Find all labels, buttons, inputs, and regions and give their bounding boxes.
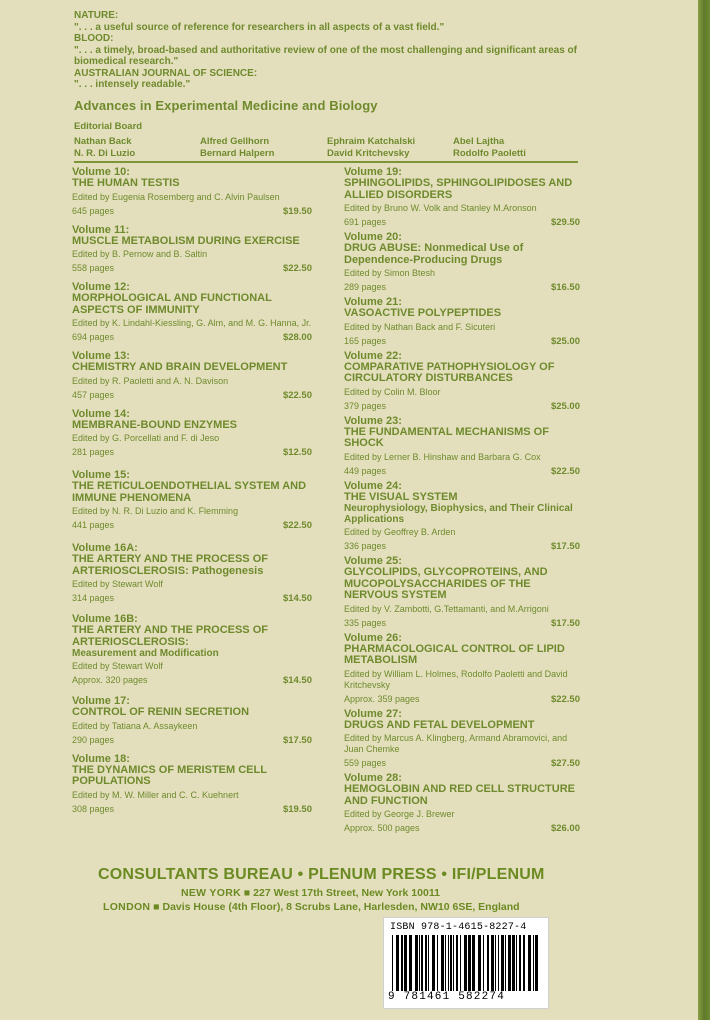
board-title: Editorial Board [74,121,143,132]
volume-price: $22.50 [282,520,312,531]
volume-price: $22.50 [550,693,580,705]
divider-rule [74,161,578,163]
volume-price: $28.00 [282,332,312,343]
volume-pages: 645 pages [72,205,115,216]
address-street: 227 West 17th Street, New York 10011 [253,887,440,899]
volume-footer [344,694,580,705]
volume-number: Volume 24: [344,479,402,492]
volume-price: $12.50 [282,447,312,458]
volume-entry [344,167,580,228]
volume-number: Volume 28: [344,772,402,784]
volume-number: Volume 16B: [72,613,138,625]
address-separator: ■ [243,887,251,899]
right-volume-list [344,167,580,838]
volume-editors: Edited by Eugenia Rosemberg and C. Alvin Paulsen [72,191,280,202]
volume-footer [72,206,312,217]
review-source: AUSTRALIAN JOURNAL OF SCIENCE: [74,67,258,79]
board-member: Rodolfo Paoletti [453,148,526,159]
volume-footer [344,466,580,477]
volume-editors: Edited by George J. Brewer [344,809,455,819]
publisher-name: CONSULTANTS BUREAU • PLENUM PRESS • IFI/PLENUM [98,866,545,883]
volume-footer [344,618,580,629]
volume-title: THE FUNDAMENTAL MECHANISMS OF SHOCK [344,425,549,449]
board-member: Alfred Gellhorn [200,136,270,147]
volume-title: DRUG ABUSE: Nonmedical Use of Dependence-Producing Drugs [344,242,524,266]
volume-subtitle: Measurement and Modification [72,648,219,659]
barcode-digits: 9 781461 582274 [388,991,506,1003]
volume-price: $22.50 [282,389,312,401]
board-member: Abel Lajtha [453,136,505,147]
volume-entry [72,167,312,217]
volume-footer [344,541,580,552]
volume-number: Volume 22: [344,349,402,362]
board-member: Ephraim Katchalski [327,136,416,147]
volume-editors: Edited by Geoffrey B. Arden [344,527,456,537]
volume-price: $27.50 [550,758,580,769]
volume-number: Volume 20: [344,231,402,243]
volume-pages: 308 pages [72,803,115,814]
volume-editors: Edited by Tatiana A. Assaykeen [72,720,198,731]
volume-pages: 457 pages [72,389,115,400]
volume-footer [344,758,580,769]
volume-footer [344,282,580,293]
volume-pages: Approx. 359 pages [344,693,420,704]
volume-number: Volume 15: [72,469,130,481]
review-quote: ". . . a useful source of reference for researchers in all aspects of a vast field." [74,21,445,33]
volume-entry [72,754,312,815]
volume-pages: 290 pages [72,734,115,745]
volume-pages: Approx. 320 pages [72,675,148,685]
volume-title: GLYCOLIPIDS, GLYCOPROTEINS, AND MUCOPOLYSACCHARIDES OF THE NERVOUS SYSTEM [344,566,548,601]
volume-subtitle: Neurophysiology, Biophysics, and Their Clinical Applications [344,503,573,525]
volume-editors: Edited by Stewart Wolf [72,579,163,589]
volume-entry [344,297,580,347]
volume-price: $26.00 [550,823,580,834]
volume-pages: 691 pages [344,217,387,227]
volume-editors: Edited by Marcus A. Klingberg, Armand Abramovici, and Juan Chemke [344,733,568,754]
isbn-barcode [383,917,549,1009]
volume-entry [72,225,312,275]
volume-editors: Edited by Nathan Back and F. Sicuteri [344,321,496,332]
volume-footer [72,804,312,815]
volume-editors: Edited by G. Porcellati and F. di Jeso [72,433,220,443]
review-quote: ". . . a timely, broad-based and authoritative review of one of the most challenging and significant areas of biomedical research." [74,44,577,67]
volume-footer [344,823,580,834]
volume-number: Volume 23: [344,414,402,427]
volume-footer [344,336,580,347]
volume-title: MORPHOLOGICAL AND FUNCTIONAL ASPECTS OF IMMUNITY [72,292,272,316]
volume-entry [344,481,580,553]
volume-price: $22.50 [550,465,580,477]
volume-pages: 314 pages [72,593,115,603]
spine-edge [698,0,710,1020]
board-column [453,136,526,160]
volume-entry [344,351,580,412]
volume-footer [72,263,312,274]
volume-number: Volume 26: [344,631,402,644]
volume-entry [72,409,312,459]
volume-price: $19.50 [282,803,312,815]
volume-entry [344,232,580,293]
volume-title: CONTROL OF RENIN SECRETION [72,706,250,718]
review-quote: ". . . intensely readable." [74,79,191,90]
volume-price: $17.50 [282,734,312,746]
volume-entry [72,696,312,746]
volume-editors: Edited by V. Zambotti, G.Tettamanti, and M.Arrigoni [344,603,549,614]
volume-editors: Edited by Stewart Wolf [72,661,163,671]
volume-editors: Edited by Colin M. Bloor [344,386,441,397]
volume-title: CHEMISTRY AND BRAIN DEVELOPMENT [72,361,288,373]
volume-price: $14.50 [282,675,312,686]
volume-title: PHARMACOLOGICAL CONTROL OF LIPID METABOLISM [344,642,565,666]
volume-title: COMPARATIVE PATHOPHYSIOLOGY OF CIRCULATORY DISTURBANCES [344,360,555,384]
volume-editors: Edited by K. Lindahl-Kiessling, G. Alm, and M. G. Hanna, Jr. [72,318,312,328]
volume-entry [72,351,312,401]
volume-editors: Edited by M. W. Miller and C. C. Kuehnert [72,789,239,800]
address-street: Davis House (4th Floor), 8 Scrubs Lane, Harlesden, NW10 6SE, England [162,901,520,913]
volume-number: Volume 14: [72,407,130,420]
volume-number: Volume 17: [72,695,130,707]
volume-entry [344,633,580,705]
volume-entry [72,470,312,531]
volume-footer [72,593,312,604]
address-city: LONDON [103,901,151,913]
volume-title: THE DYNAMICS OF MERISTEM CELL POPULATIONS [72,763,267,787]
volume-title: DRUGS AND FETAL DEVELOPMENT [344,718,535,731]
volume-title: SPHINGOLIPIDS, SPHINGOLIPIDOSES AND ALLIED DISORDERS [344,177,573,201]
volume-entry [72,543,312,604]
volume-editors: Edited by Lerner B. Hinshaw and Barbara G. Cox [344,451,541,462]
volume-number: Volume 27: [344,707,402,720]
volume-number: Volume 13: [72,350,130,362]
volume-entry [344,773,580,834]
volume-price: $25.00 [550,335,580,347]
volume-title: MUSCLE METABOLISM DURING EXERCISE [72,234,300,247]
volume-entry [72,614,312,686]
volume-pages: 379 pages [344,400,387,411]
volume-editors: Edited by William L. Holmes, Rodolfo Paoletti and David Kritchevsky [344,668,568,690]
volume-number: Volume 21: [344,296,402,308]
address-separator: ■ [153,901,160,913]
volume-number: Volume 19: [344,166,402,178]
volume-editors: Edited by N. R. Di Luzio and K. Flemming [72,506,239,516]
volume-footer [344,217,580,228]
board-column [200,136,274,160]
volume-footer [344,401,580,412]
volume-editors: Edited by R. Paoletti and A. N. Davison [72,375,229,386]
review-source: NATURE: [74,10,119,21]
board-column [327,136,415,160]
volume-pages: 335 pages [344,617,387,628]
board-member: N. R. Di Luzio [74,148,136,159]
volume-pages: 558 pages [72,263,115,273]
volume-pages: 281 pages [72,447,115,457]
volume-pages: 694 pages [72,332,115,342]
volume-title: THE ARTERY AND THE PROCESS OF ARTERIOSCLEROSIS: [72,624,268,648]
volume-price: $17.50 [550,541,580,552]
board-member: Bernard Halpern [200,148,275,159]
address-new-york [181,887,440,899]
series-title: Advances in Experimental Medicine and Biology [74,98,378,113]
volume-number: Volume 10: [72,166,130,178]
board-member: Nathan Back [74,136,132,147]
volume-price: $25.00 [550,400,580,412]
volume-pages: 289 pages [344,282,387,292]
address-city: NEW YORK [181,887,241,899]
volume-footer [72,675,312,686]
volume-pages: 441 pages [72,520,115,530]
volume-entry [344,556,580,629]
volume-footer [72,447,312,458]
volume-pages: 165 pages [344,335,387,346]
barcode-bars [390,935,542,993]
volume-number: Volume 25: [344,555,402,567]
volume-price: $22.50 [282,263,312,274]
volume-pages: 336 pages [344,541,387,551]
address-london [103,901,520,913]
volume-number: Volume 18: [72,752,130,765]
volume-footer [72,332,312,343]
volume-number: Volume 16A: [72,542,138,554]
volume-price: $14.50 [282,593,312,604]
volume-price: $19.50 [282,205,312,217]
review-quotes [74,10,594,91]
board-member: David Kritchevsky [327,148,410,159]
isbn-text: ISBN 978-1-4615-8227-4 [390,922,527,933]
volume-title: THE HUMAN TESTIS [72,177,180,189]
left-volume-list [72,167,312,823]
volume-title: THE VISUAL SYSTEM [344,490,458,503]
volume-title: MEMBRANE-BOUND ENZYMES [72,418,237,431]
volume-title: VASOACTIVE POLYPEPTIDES [344,307,502,319]
volume-title: THE RETICULOENDOTHELIAL SYSTEM AND IMMUNE PHENOMENA [72,480,307,504]
volume-footer [72,735,312,746]
volume-entry [344,416,580,477]
volume-title: HEMOGLOBIN AND RED CELL STRUCTURE AND FUNCTION [344,783,575,807]
volume-pages: 449 pages [344,465,387,476]
volume-number: Volume 11: [72,223,130,236]
volume-editors: Edited by B. Pernow and B. Saltin [72,249,208,259]
volume-pages: Approx. 500 pages [344,823,420,833]
volume-footer [72,520,312,531]
volume-editors: Edited by Simon Btesh [344,268,436,278]
volume-entry [344,709,580,770]
volume-title: THE ARTERY AND THE PROCESS OF ARTERIOSCLEROSIS: Pathogenesis [72,553,268,577]
volume-price: $17.50 [550,617,580,629]
review-source: BLOOD: [74,33,114,44]
volume-pages: 559 pages [344,758,387,768]
volume-number: Volume 12: [72,281,130,293]
volume-entry [72,282,312,343]
volume-footer [72,390,312,401]
volume-editors: Edited by Bruno W. Volk and Stanley M.Aronson [344,203,537,213]
board-column [74,136,135,160]
volume-price: $16.50 [550,282,580,293]
volume-price: $29.50 [550,217,580,228]
